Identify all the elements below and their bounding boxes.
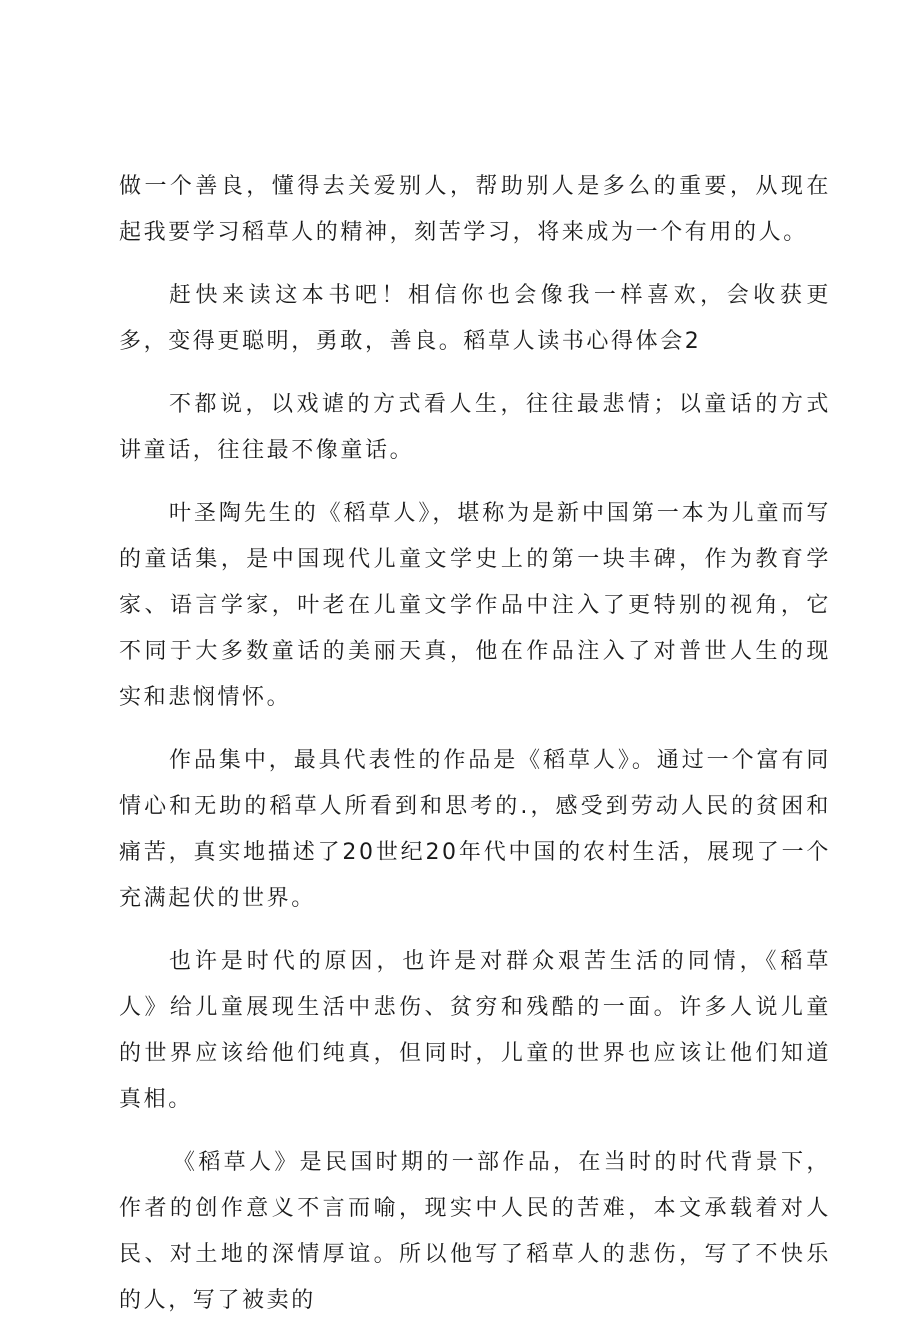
- paragraph-6: 也许是时代的原因，也许是对群众艰苦生活的同情，《稻草人》给儿童展现生活中悲伤、贫穷和残酷的一面。许多人说儿童的世界应该给他们纯真，但同时，儿童的世界也应该让他们知道真相。: [119, 949, 831, 1112]
- paragraph-7: 《稻草人》是民国时期的一部作品，在当时的时代背景下，作者的创作意义不言而喻，现实中人民的苦难，本文承载着对人民、对土地的深情厚谊。所以他写了稻草人的悲伤，写了不快乐的人，写了被卖的: [119, 1150, 831, 1313]
- paragraph-4: 叶圣陶先生的《稻草人》，堪称为是新中国第一本为儿童而写的童话集，是中国现代儿童文学史上的第一块丰碑，作为教育学家、语言学家，叶老在儿童文学作品中注入了更特别的视角，它不同于大多数童话的美丽天真，他在作品注入了对普世人生的现实和悲悯情怀。: [119, 501, 831, 710]
- paragraph-1: 做一个善良，懂得去关爱别人，帮助别人是多么的重要，从现在起我要学习稻草人的精神，刻苦学习，将来成为一个有用的人。: [119, 174, 831, 245]
- document-body: [119, 164, 831, 1324]
- paragraph-5: 作品集中，最具代表性的作品是《稻草人》。通过一个富有同情心和无助的稻草人所看到和思考的.，感受到劳动人民的贫困和痛苦，真实地描述了20世纪20年代中国的农村生活，展现了一个充满起伏的世界。: [119, 748, 831, 911]
- paragraph-3: 不都说，以戏谑的方式看人生，往往最悲情；以童话的方式讲童话，往往最不像童话。: [119, 392, 831, 463]
- paragraph-2: 赶快来读这本书吧！相信你也会像我一样喜欢，会收获更多，变得更聪明，勇敢，善良。稻草人读书心得体会2: [119, 283, 831, 354]
